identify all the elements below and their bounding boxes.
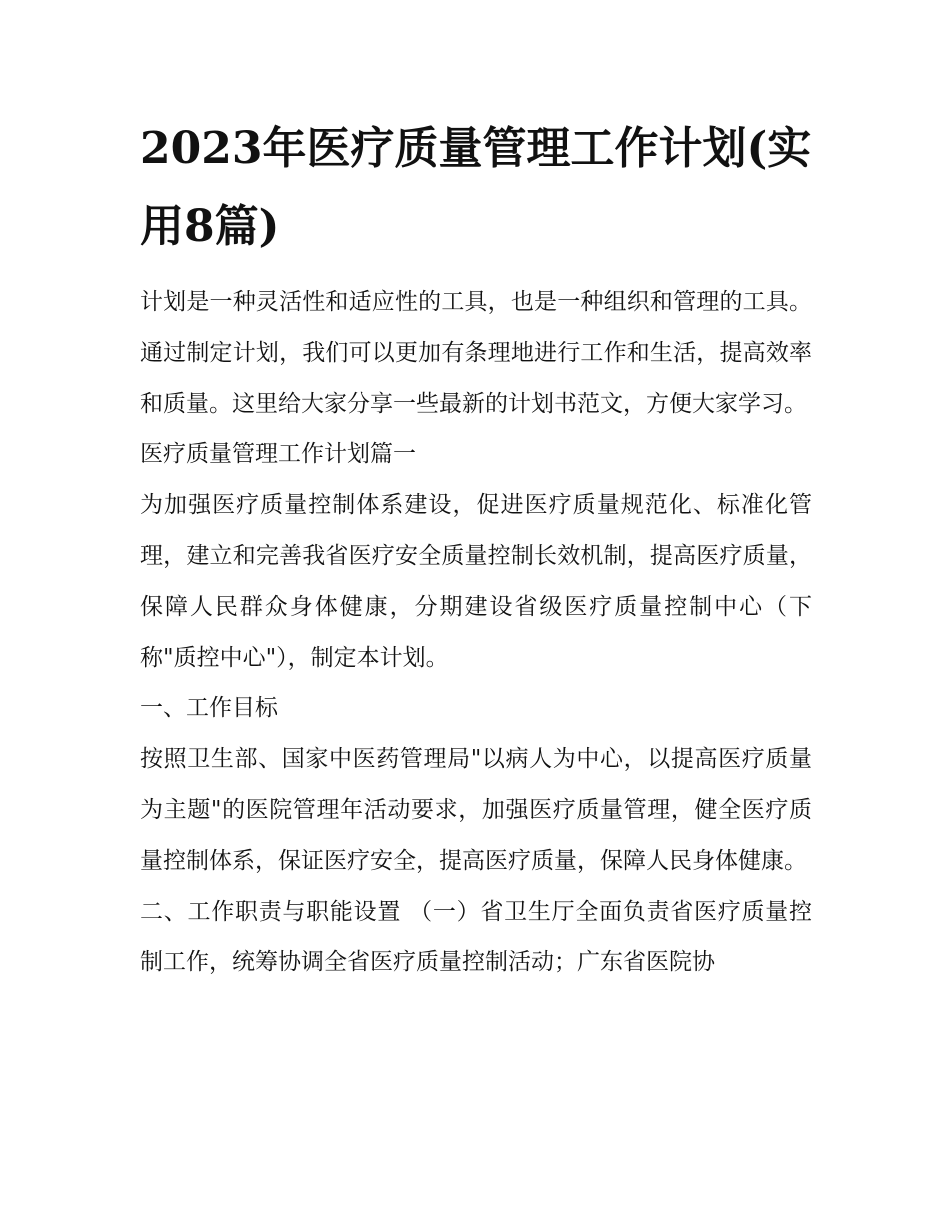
paragraph-goals: 按照卫生部、国家中医药管理局"以病人为中心，以提高医疗质量为主题"的医院管理年活动要求，加强医疗质量管理，健全医疗质量控制体系，保证医疗安全，提高医疗质量，保障人民身体健康。 <box>140 746 812 874</box>
section-heading-goals: 一、工作目标 <box>140 695 278 722</box>
section-heading-plan-one: 医疗质量管理工作计划篇一 <box>140 441 416 468</box>
paragraph-duties: 二、工作职责与职能设置 （一）省卫生厅全面负责省医疗质量控制工作，统筹协调全省医疗质量控制活动；广东省医院协 <box>140 898 812 976</box>
paragraph-purpose: 为加强医疗质量控制体系建设，促进医疗质量规范化、标准化管理，建立和完善我省医疗安全质量控制长效机制，提高医疗质量，保障人民群众身体健康，分期建设省级医疗质量控制中心（下称"质控中心"），制定本计划。 <box>140 492 812 671</box>
paragraph-intro: 计划是一种灵活性和适应性的工具，也是一种组织和管理的工具。通过制定计划，我们可以更加有条理地进行工作和生活，提高效率和质量。这里给大家分享一些最新的计划书范文，方便大家学习。 <box>140 289 812 417</box>
document-body <box>140 277 812 988</box>
document-title: 2023年医疗质量管理工作计划(实用8篇) <box>140 123 812 252</box>
